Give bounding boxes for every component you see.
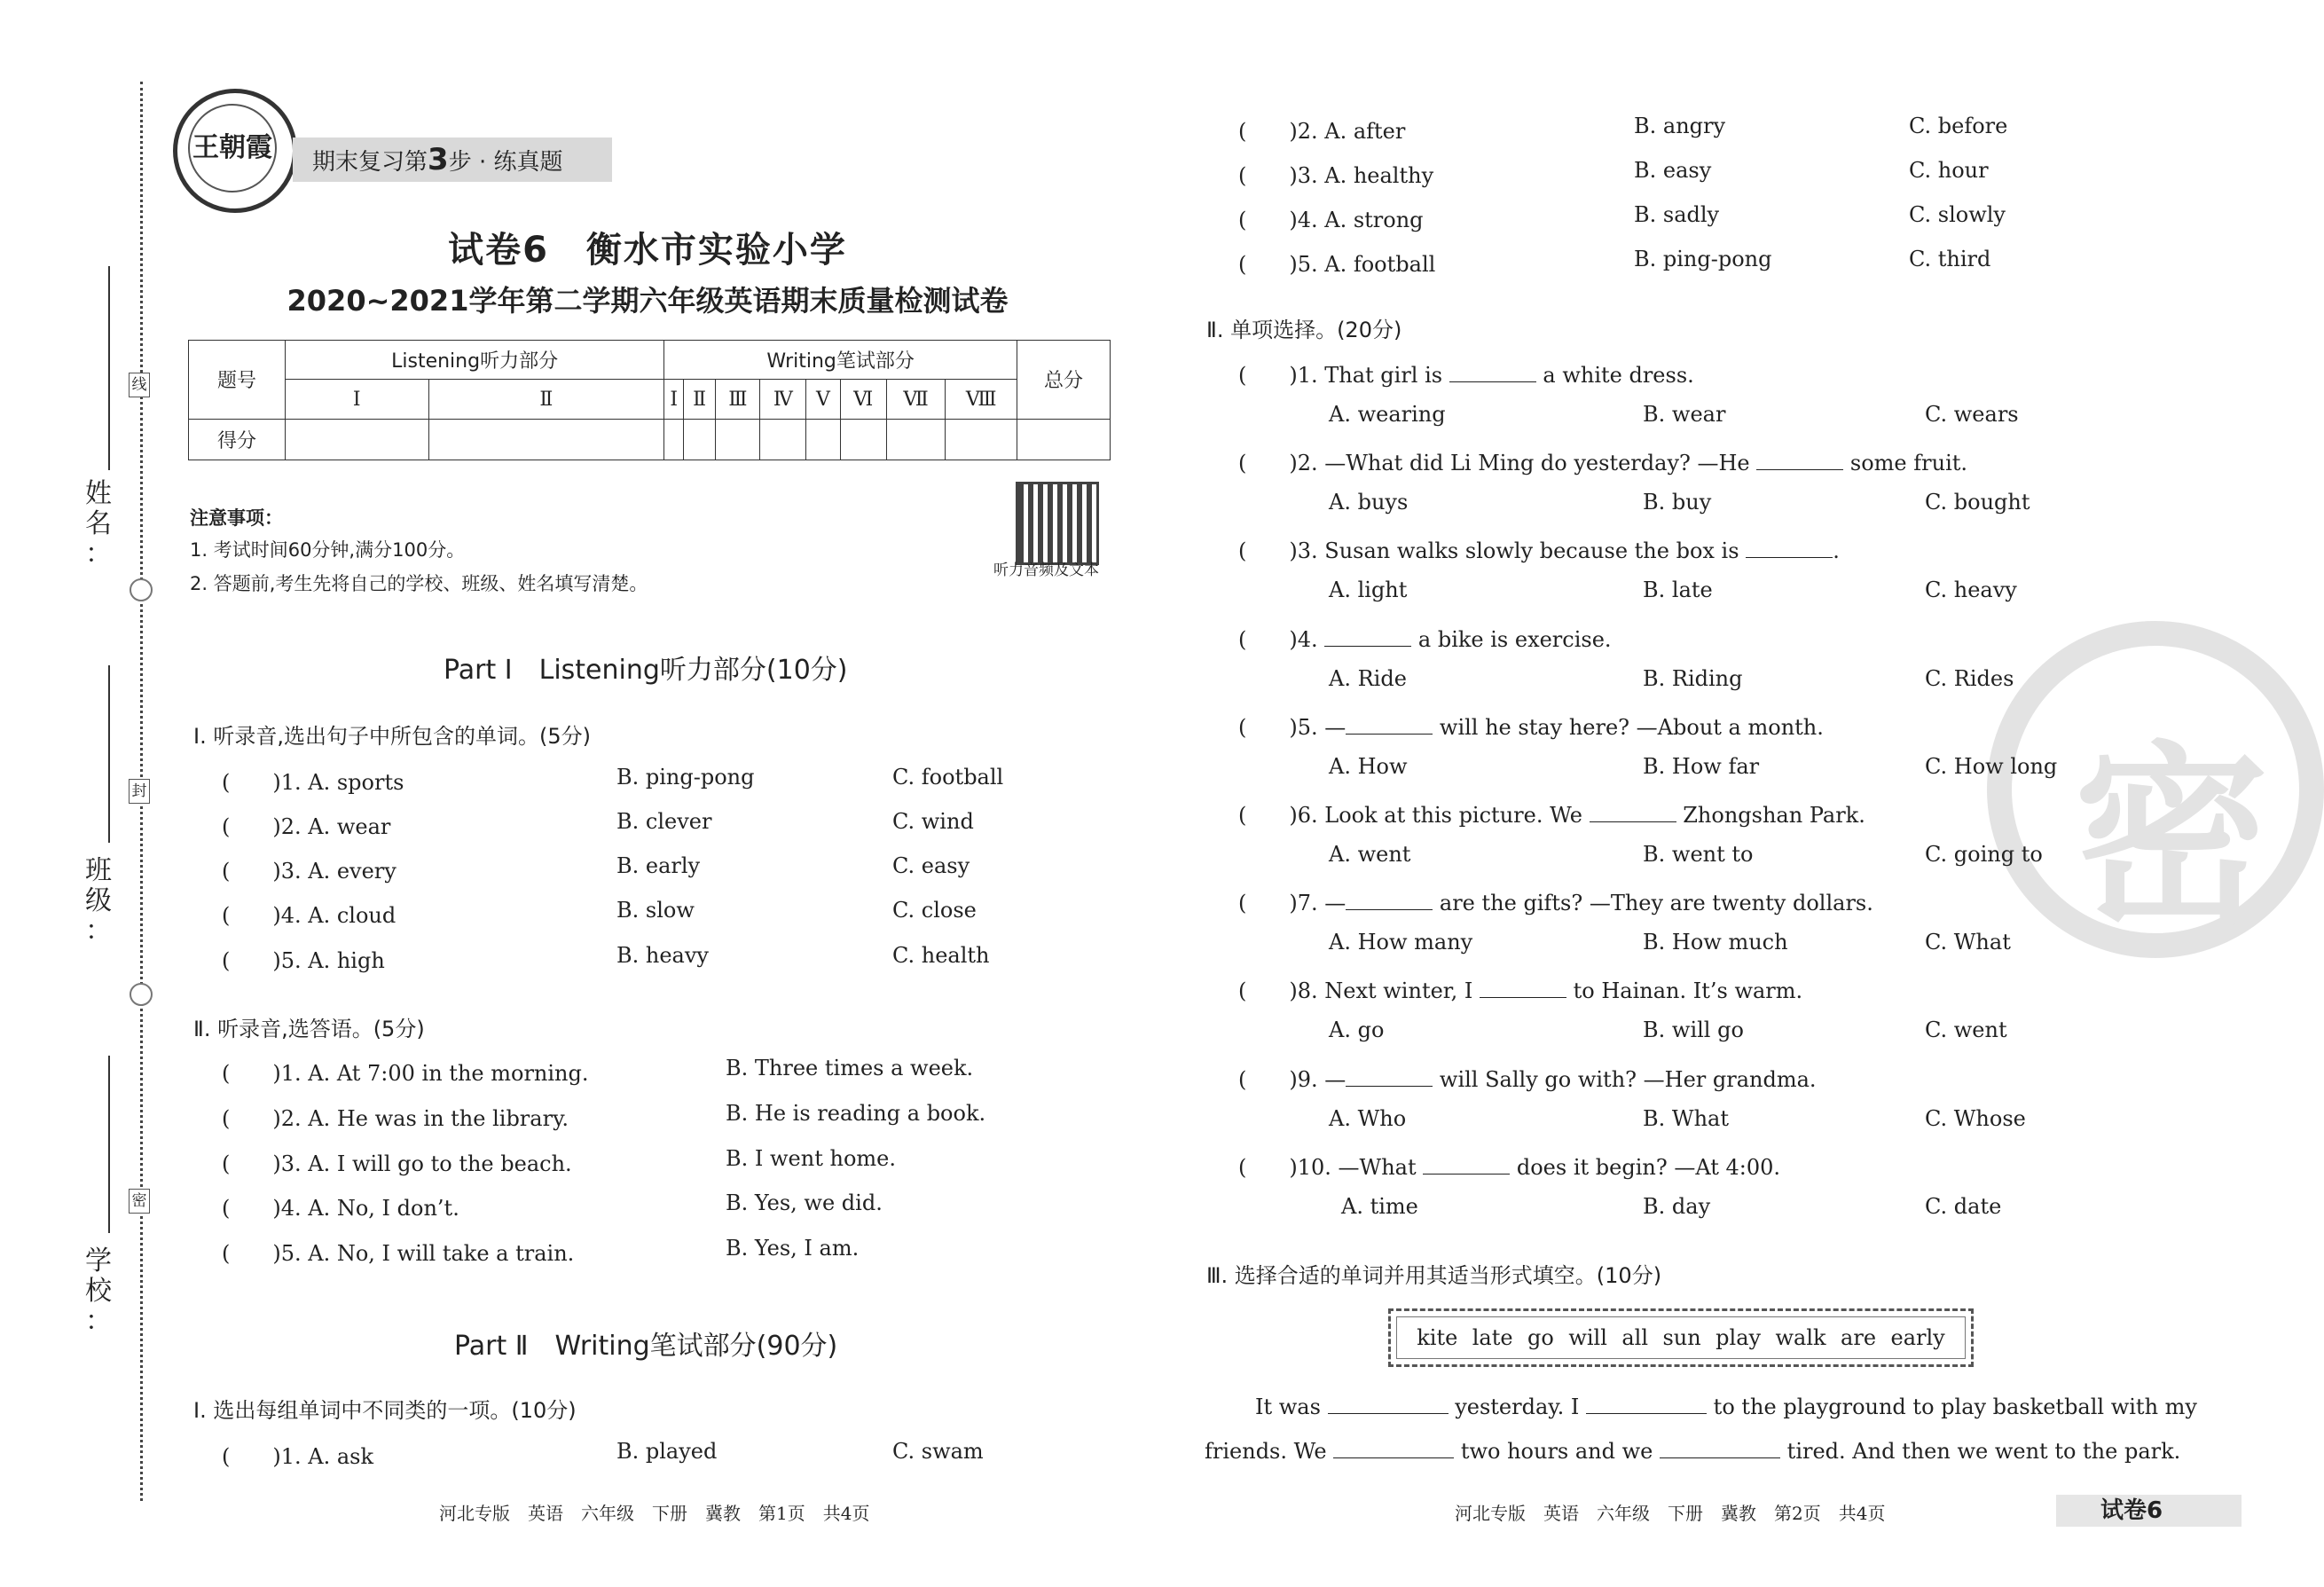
option-c: C. going to bbox=[1925, 842, 2043, 867]
fill-blank[interactable] bbox=[1324, 630, 1411, 647]
option-b: B. wear bbox=[1643, 402, 1726, 427]
option-b: B. How far bbox=[1643, 754, 1760, 779]
fill-blank[interactable] bbox=[1346, 893, 1433, 910]
option-a: A. buys bbox=[1329, 490, 1409, 515]
fill-blank[interactable] bbox=[1746, 541, 1833, 558]
school-label: 学 校 ： bbox=[85, 1245, 112, 1337]
fill-blank[interactable] bbox=[1346, 718, 1433, 735]
mc-question-stem: ( )8. Next winter, I to Hainan. It’s warm. bbox=[1238, 978, 1803, 1003]
mc-question-stem: ( )2. —What did Li Ming do yesterday? —He some fruit. bbox=[1238, 451, 1968, 475]
option-a: A. Ride bbox=[1329, 666, 1407, 691]
option-b: B. Riding bbox=[1643, 666, 1743, 691]
option-b: B. will go bbox=[1643, 1017, 1744, 1042]
score-cell[interactable] bbox=[760, 419, 806, 460]
option-b: B. He is reading a book. bbox=[726, 1101, 986, 1126]
option-c: C. slowly bbox=[1909, 202, 2006, 227]
word-bank-word: kite bbox=[1417, 1325, 1458, 1350]
passage-line-1: It was yesterday. I to the playground to play basketball with my bbox=[1255, 1395, 2197, 1419]
qr-caption: 听力音频及文本 bbox=[993, 562, 1099, 579]
school-field-line[interactable] bbox=[108, 1056, 110, 1233]
seal-watermark: 密 bbox=[1987, 621, 2324, 958]
option-b: B. Yes, I am. bbox=[726, 1236, 860, 1261]
notice-item: 1. 考试时间60分钟,满分100分。 bbox=[190, 539, 466, 561]
option-b: B. I went home. bbox=[726, 1146, 896, 1171]
question-stem: ( )5. A. football bbox=[1238, 252, 1436, 277]
passage-line-2: friends. We two hours and we tired. And then we went to the park. bbox=[1205, 1439, 2181, 1464]
mc-question-stem: ( )6. Look at this picture. We Zhongshan Park. bbox=[1238, 803, 1865, 828]
question-stem: ( )1. A. sports bbox=[222, 770, 404, 795]
question-stem: ( )4. A. cloud bbox=[222, 903, 396, 928]
option-c: C. swam bbox=[892, 1439, 984, 1464]
option-b: B. clever bbox=[616, 809, 712, 834]
option-c: C. hour bbox=[1909, 158, 1989, 183]
fill-blank[interactable] bbox=[1660, 1442, 1780, 1458]
mc-question-stem: ( )9. — will Sally go with? —Her grandma. bbox=[1238, 1067, 1817, 1092]
question-stem: ( )4. A. strong bbox=[1238, 208, 1424, 232]
score-total-header: 总分 bbox=[1017, 341, 1111, 420]
footer-right: 河北专版 英语 六年级 下册 冀教 第2页 共4页 bbox=[1455, 1503, 1886, 1524]
score-cell[interactable] bbox=[1017, 419, 1111, 460]
option-b: B. played bbox=[616, 1439, 718, 1464]
option-b: B. slow bbox=[616, 898, 695, 923]
question-stem: ( )4. A. No, I don’t. bbox=[222, 1196, 459, 1221]
fill-blank[interactable] bbox=[1328, 1397, 1449, 1414]
footer-left: 河北专版 英语 六年级 下册 冀教 第1页 共4页 bbox=[439, 1503, 870, 1524]
name-field-line[interactable] bbox=[108, 266, 110, 470]
score-cell[interactable] bbox=[716, 419, 760, 460]
option-b: B. ping-pong bbox=[1634, 247, 1772, 271]
option-c: C. third bbox=[1909, 247, 1991, 271]
option-c: C. before bbox=[1909, 114, 2008, 138]
question-stem: ( )3. A. every bbox=[222, 859, 396, 884]
fill-blank[interactable] bbox=[1333, 1442, 1454, 1458]
word-bank bbox=[1396, 1316, 1966, 1359]
review-banner: 期末复习第3步 · 练真题 bbox=[293, 137, 612, 182]
word-bank-word: late bbox=[1472, 1325, 1513, 1350]
option-b: B. What bbox=[1643, 1106, 1729, 1131]
option-b: B. early bbox=[616, 853, 701, 878]
option-b: B. How much bbox=[1643, 930, 1788, 955]
score-row-label: 得分 bbox=[189, 419, 286, 460]
question-stem: ( )2. A. after bbox=[1238, 119, 1406, 144]
option-c: C. went bbox=[1925, 1017, 2007, 1042]
part1-title: Part Ⅰ Listening听力部分(10分) bbox=[444, 655, 848, 686]
mc-question-stem: ( )10. —What does it begin? —At 4:00. bbox=[1238, 1155, 1781, 1180]
question-stem: ( )2. A. wear bbox=[222, 814, 391, 839]
word-bank-word: are bbox=[1841, 1325, 1877, 1350]
publisher-logo bbox=[173, 89, 297, 213]
fill-blank[interactable] bbox=[1480, 981, 1566, 998]
binding-mark-xian: 线 bbox=[129, 373, 150, 397]
score-cell[interactable] bbox=[664, 419, 684, 460]
option-c: C. heavy bbox=[1925, 577, 2017, 602]
notice-title: 注意事项： bbox=[190, 507, 283, 529]
score-cell[interactable] bbox=[886, 419, 945, 460]
option-c: C. bought bbox=[1925, 490, 2030, 515]
option-a: A. Who bbox=[1329, 1106, 1407, 1131]
option-b: B. Three times a week. bbox=[726, 1056, 974, 1080]
fill-blank[interactable] bbox=[1346, 1070, 1433, 1087]
part1-sec2-title: Ⅱ. 听录音,选答语。(5分) bbox=[193, 1017, 425, 1041]
option-b: B. sadly bbox=[1634, 202, 1720, 227]
question-stem: ( )1. A. ask bbox=[222, 1444, 374, 1469]
word-bank-box bbox=[1388, 1308, 1974, 1367]
mc-question-stem: ( )5. — will he stay here? —About a month. bbox=[1238, 715, 1824, 740]
option-c: C. health bbox=[892, 943, 990, 968]
score-col-label: 题号 bbox=[189, 341, 286, 420]
part2-sec3-title: Ⅲ. 选择合适的单词并用其适当形式填空。(10分) bbox=[1206, 1263, 1662, 1288]
word-bank-word: go bbox=[1527, 1325, 1554, 1350]
score-cell[interactable] bbox=[286, 419, 429, 460]
mc-question-stem: ( )4. a bike is exercise. bbox=[1238, 627, 1612, 652]
word-bank-word: sun bbox=[1662, 1325, 1701, 1350]
question-stem: ( )5. A. No, I will take a train. bbox=[222, 1241, 575, 1266]
option-a: A. go bbox=[1329, 1017, 1385, 1042]
option-b: B. went to bbox=[1643, 842, 1754, 867]
option-c: C. close bbox=[892, 898, 977, 923]
class-label: 班 级 ： bbox=[85, 855, 112, 947]
option-c: C. date bbox=[1925, 1194, 2002, 1219]
option-b: B. buy bbox=[1643, 490, 1712, 515]
score-cell[interactable] bbox=[840, 419, 886, 460]
option-a: A. went bbox=[1329, 842, 1411, 867]
score-cell[interactable] bbox=[806, 419, 840, 460]
option-c: C. Whose bbox=[1925, 1106, 2026, 1131]
score-listening-header: Listening听力部分 bbox=[286, 341, 664, 380]
option-a: A. wearing bbox=[1329, 402, 1446, 427]
mc-question-stem: ( )1. That girl is a white dress. bbox=[1238, 363, 1694, 388]
notice-item: 2. 答题前,考生先将自己的学校、班级、姓名填写清楚。 bbox=[190, 573, 648, 594]
binding-ring bbox=[130, 578, 153, 601]
name-label: 姓 名 ： bbox=[85, 478, 112, 570]
fill-blank[interactable] bbox=[1756, 453, 1843, 470]
option-a: A. How bbox=[1329, 754, 1408, 779]
option-c: C. wind bbox=[892, 809, 974, 834]
score-table: 题号 Listening听力部分 Writing笔试部分 总分 Ⅰ Ⅱ Ⅰ Ⅱ Ⅲ Ⅳ Ⅴ Ⅵ Ⅶ Ⅷ 得分 bbox=[188, 340, 1111, 460]
option-c: C. wears bbox=[1925, 402, 2019, 427]
option-b: B. easy bbox=[1634, 158, 1712, 183]
class-field-line[interactable] bbox=[108, 665, 110, 843]
option-c: C. What bbox=[1925, 930, 2011, 955]
option-b: B. ping-pong bbox=[616, 765, 755, 790]
word-bank-word: play bbox=[1716, 1325, 1762, 1350]
question-stem: ( )3. A. I will go to the beach. bbox=[222, 1151, 572, 1176]
option-b: B. day bbox=[1643, 1194, 1711, 1219]
option-c: C. easy bbox=[892, 853, 970, 878]
fill-blank[interactable] bbox=[1590, 805, 1676, 822]
question-stem: ( )1. A. At 7:00 in the morning. bbox=[222, 1061, 589, 1086]
fill-blank[interactable] bbox=[1423, 1158, 1510, 1175]
option-c: C. How long bbox=[1925, 754, 2058, 779]
question-stem: ( )3. A. healthy bbox=[1238, 163, 1434, 188]
score-cell[interactable] bbox=[684, 419, 716, 460]
option-b: B. late bbox=[1643, 577, 1713, 602]
option-a: A. time bbox=[1341, 1194, 1418, 1219]
option-b: B. heavy bbox=[616, 943, 709, 968]
option-b: B. Yes, we did. bbox=[726, 1190, 883, 1215]
fill-blank[interactable] bbox=[1586, 1397, 1707, 1414]
binding-mark-mi: 密 bbox=[129, 1189, 150, 1214]
score-writing-header: Writing笔试部分 bbox=[664, 341, 1017, 380]
option-c: C. Rides bbox=[1925, 666, 2014, 691]
binding-mark-feng: 封 bbox=[129, 779, 150, 804]
option-b: B. angry bbox=[1634, 114, 1726, 138]
exam-title: 试卷6 衡水市实验小学 bbox=[448, 230, 847, 271]
word-bank-word: walk bbox=[1775, 1325, 1826, 1350]
score-cell[interactable] bbox=[428, 419, 664, 460]
logo-text: 王朝霞 bbox=[188, 104, 277, 192]
binding-ring bbox=[130, 983, 153, 1006]
qr-code-icon[interactable] bbox=[1016, 482, 1099, 565]
option-c: C. football bbox=[892, 765, 1004, 790]
word-bank-word: early bbox=[1890, 1325, 1945, 1350]
mc-question-stem: ( )7. — are the gifts? —They are twenty dollars. bbox=[1238, 891, 1873, 915]
question-stem: ( )5. A. high bbox=[222, 948, 385, 973]
part1-sec1-title: Ⅰ. 听录音,选出句子中所包含的单词。(5分) bbox=[193, 724, 591, 749]
option-a: A. How many bbox=[1329, 930, 1473, 955]
option-a: A. light bbox=[1329, 577, 1408, 602]
part2-sec2-title: Ⅱ. 单项选择。(20分) bbox=[1206, 318, 1402, 342]
mc-question-stem: ( )3. Susan walks slowly because the box is . bbox=[1238, 538, 1840, 563]
exam-subtitle: 2020~2021学年第二学期六年级英语期末质量检测试卷 bbox=[287, 284, 1009, 318]
question-stem: ( )2. A. He was in the library. bbox=[222, 1106, 569, 1131]
word-bank-word: will bbox=[1568, 1325, 1607, 1350]
fill-blank[interactable] bbox=[1449, 365, 1536, 382]
part2-sec1-title: Ⅰ. 选出每组单词中不同类的一项。(10分) bbox=[193, 1398, 577, 1423]
word-bank-word: all bbox=[1621, 1325, 1649, 1350]
exam-tab-tag: 试卷6 bbox=[2056, 1495, 2242, 1527]
part2-title: Part Ⅱ Writing笔试部分(90分) bbox=[454, 1331, 838, 1362]
score-cell[interactable] bbox=[946, 419, 1017, 460]
